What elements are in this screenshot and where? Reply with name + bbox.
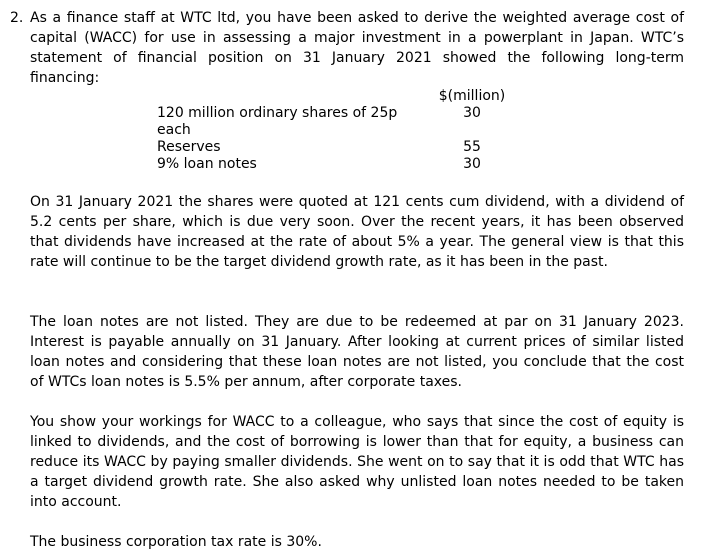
- table-row: [157, 139, 517, 156]
- row-value-shares: 30: [463, 105, 481, 121]
- loan-notes-paragraph: The loan notes are not listed. They are due to be redeemed at par on 31 January 2023. Interest is payable annually on 31 January. After looking at current prices of similar listed loan notes and considering that these loan notes are not listed, you conclude that the cost of WTCs loan notes is 5.5% per annum, after corporate taxes.: [30, 314, 684, 390]
- row-value-loan-notes: 30: [463, 156, 481, 172]
- tax-rate-paragraph: The business corporation tax rate is 30%.: [30, 534, 322, 550]
- table-row: [157, 156, 517, 173]
- row-value-reserves: 55: [463, 139, 481, 155]
- table-header-blank: [157, 88, 427, 105]
- row-label-loan-notes: 9% loan notes: [157, 156, 257, 172]
- colleague-paragraph: You show your workings for WACC to a colleague, who says that since the cost of equity is linked to dividends, and the cost of borrowing is lower than that for equity, a business can reduce its WACC by paying smaller dividends. She went on to say that it is odd that WTC has a target dividend growth rate. She also asked why unlisted loan notes needed to be taken into account.: [30, 414, 684, 510]
- share-price-paragraph: On 31 January 2021 the shares were quoted at 121 cents cum dividend, with a dividend of 5.2 cents per share, which is due very soon. Over the recent years, it has been observed that dividends have increased at the rate of about 5% a year. The general view is that this rate will continue to be the target dividend growth rate, as it has been in the past.: [30, 194, 684, 270]
- table-header-row: [157, 88, 517, 105]
- unit-header: $(million): [438, 88, 506, 104]
- financing-table: [157, 88, 517, 173]
- table-row: [157, 105, 517, 139]
- question-number: 2.: [10, 10, 24, 26]
- intro-paragraph: As a finance staff at WTC ltd, you have been asked to derive the weighted average cost of capital (WACC) for use in assessing a major investment in a powerplant in Japan. WTC’s statement of financial position on 31 January 2021 showed the following long-term financing:: [30, 10, 684, 86]
- row-label-shares: 120 million ordinary shares of 25p each: [157, 105, 398, 138]
- row-label-reserves: Reserves: [157, 139, 221, 155]
